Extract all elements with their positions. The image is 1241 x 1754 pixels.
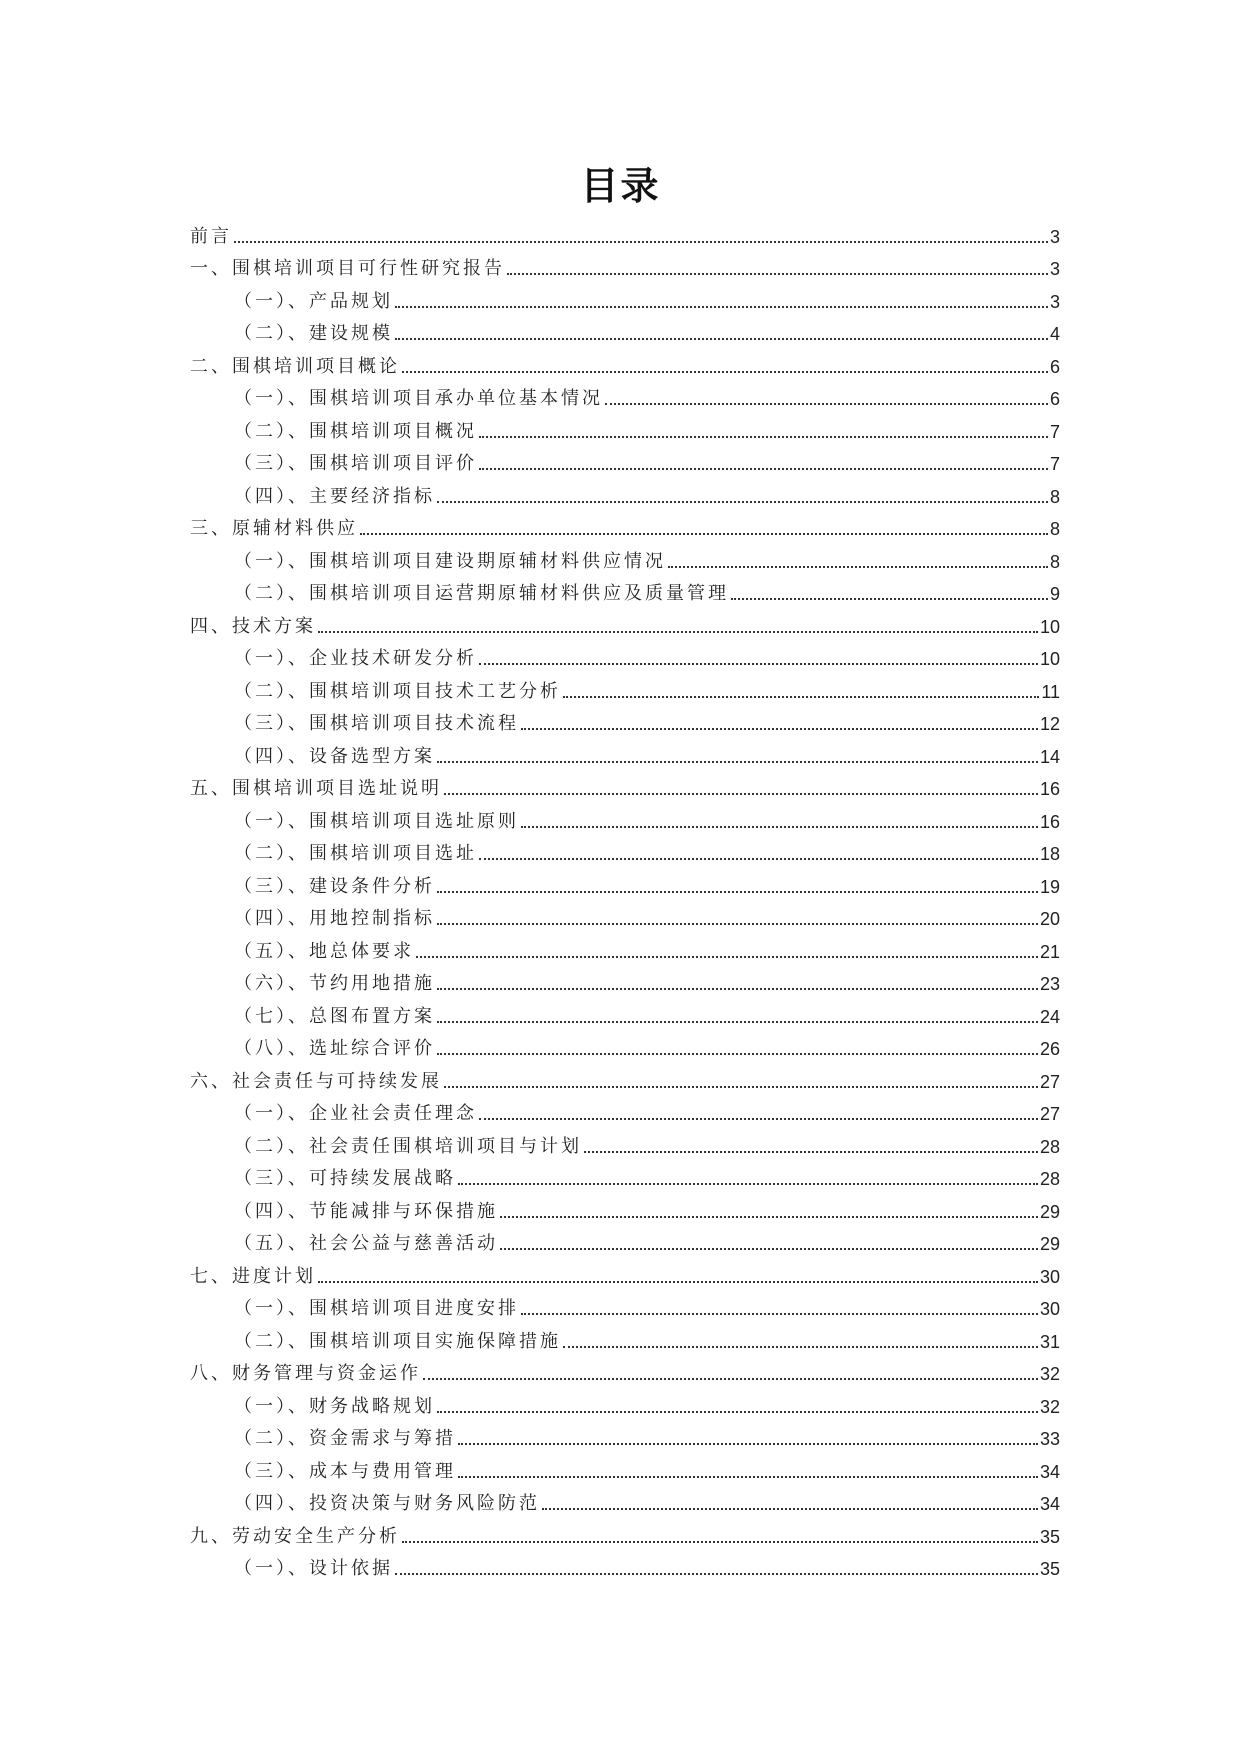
toc-chapter-entry[interactable] (190, 249, 1060, 282)
toc-dot-leader (318, 631, 1038, 633)
toc-dot-leader (542, 1508, 1038, 1510)
toc-section-entry[interactable] (190, 1126, 1060, 1159)
toc-entry-text: （一）、围棋培训项目承办单位基本情况 (234, 388, 603, 409)
toc-dot-leader (416, 956, 1038, 958)
toc-entry-text: （四）、节能减排与环保措施 (234, 1200, 498, 1222)
toc-dot-leader (458, 1476, 1038, 1478)
toc-page-number: 21 (1039, 941, 1060, 962)
toc-chapter-entry[interactable] (190, 606, 1060, 639)
toc-dot-leader (444, 1086, 1038, 1088)
toc-dot-leader (437, 1053, 1038, 1055)
toc-page-number: 18 (1039, 844, 1060, 864)
toc-page-number: 14 (1039, 746, 1060, 767)
toc-section-entry[interactable] (190, 736, 1060, 769)
toc-page-number: 19 (1039, 876, 1060, 897)
toc-entry-text: （二）、围棋培训项目实施保障措施 (234, 1330, 561, 1352)
toc-section-entry[interactable] (190, 1159, 1060, 1192)
toc-dot-leader (479, 663, 1038, 665)
toc-page-number: 27 (1039, 1071, 1060, 1092)
toc-dot-leader (395, 306, 1048, 308)
toc-entry-text: （四）、投资决策与财务风险防范 (234, 1493, 540, 1514)
toc-page-number: 4 (1049, 324, 1060, 344)
toc-page-number: 10 (1039, 616, 1060, 637)
toc-section-entry[interactable] (190, 639, 1060, 672)
toc-dot-leader (402, 371, 1048, 373)
toc-dot-leader (360, 533, 1048, 535)
toc-dot-leader (563, 1346, 1038, 1348)
toc-entry-text: 前言 (190, 225, 232, 247)
toc-dot-leader (437, 1021, 1038, 1023)
toc-dot-leader (437, 761, 1038, 763)
toc-dot-leader (668, 566, 1048, 568)
toc-page-number: 28 (1039, 1169, 1060, 1189)
toc-section-entry[interactable] (190, 801, 1060, 834)
toc-entry-text: （三）、围棋培训项目技术流程 (234, 713, 519, 734)
toc-page-number: 32 (1039, 1396, 1060, 1417)
toc-dot-leader (584, 1151, 1038, 1153)
toc-entry-text: （五）、社会公益与慈善活动 (234, 1233, 498, 1254)
toc-entry-text: 四、技术方案 (190, 615, 316, 637)
toc-entry-text: （一）、设计依据 (234, 1558, 393, 1579)
toc-entry-text: （四）、设备选型方案 (234, 745, 435, 767)
toc-dot-leader (731, 598, 1048, 600)
toc-dot-leader (395, 338, 1048, 340)
toc-chapter-entry[interactable] (190, 1061, 1060, 1094)
toc-entry-text: （四）、主要经济指标 (234, 485, 435, 507)
toc-entry-text: （一）、围棋培训项目进度安排 (234, 1298, 519, 1319)
toc-entry-text: （二）、围棋培训项目概况 (234, 420, 477, 442)
toc-chapter-entry[interactable] (190, 346, 1060, 379)
toc-entry-text: （七）、总图布置方案 (234, 1005, 435, 1027)
table-of-contents (190, 216, 1060, 1581)
toc-entry-text: （二）、建设规模 (234, 323, 393, 344)
toc-section-entry[interactable] (190, 541, 1060, 574)
toc-dot-leader (521, 1313, 1038, 1315)
toc-section-entry[interactable] (190, 1029, 1060, 1062)
toc-page-number: 8 (1049, 551, 1060, 572)
toc-section-entry[interactable] (190, 1419, 1060, 1452)
toc-dot-leader (437, 923, 1038, 925)
toc-entry-text: 三、原辅材料供应 (190, 518, 358, 539)
toc-entry-text: （一）、企业技术研发分析 (234, 648, 477, 669)
toc-dot-leader (458, 1443, 1038, 1445)
toc-page-number: 27 (1039, 1104, 1060, 1124)
toc-entry-text: （二）、资金需求与筹措 (234, 1428, 456, 1449)
toc-section-entry[interactable] (190, 1451, 1060, 1484)
toc-dot-leader (402, 1541, 1038, 1543)
toc-entry-text: （八）、选址综合评价 (234, 1038, 435, 1059)
toc-entry-text: （三）、围棋培训项目评价 (234, 453, 477, 474)
toc-entry-text: 五、围棋培训项目选址说明 (190, 778, 442, 799)
toc-page-number: 3 (1049, 259, 1060, 279)
toc-section-entry[interactable] (190, 1484, 1060, 1517)
toc-section-entry[interactable] (190, 964, 1060, 997)
toc-entry-text: 二、围棋培训项目概论 (190, 355, 400, 377)
toc-page-number: 26 (1039, 1039, 1060, 1059)
toc-page-number: 3 (1049, 291, 1060, 312)
toc-chapter-entry[interactable] (190, 1354, 1060, 1387)
toc-page-number: 16 (1039, 811, 1060, 832)
toc-chapter-entry[interactable] (190, 216, 1060, 249)
toc-dot-leader (458, 1183, 1038, 1185)
toc-dot-leader (437, 891, 1038, 893)
toc-entry-text: （二）、围棋培训项目选址 (234, 843, 477, 864)
toc-page-number: 35 (1039, 1559, 1060, 1579)
toc-chapter-entry[interactable] (190, 1256, 1060, 1289)
toc-page-number: 34 (1039, 1494, 1060, 1514)
toc-dot-leader (479, 436, 1048, 438)
toc-section-entry[interactable] (190, 411, 1060, 444)
toc-page-number: 30 (1039, 1299, 1060, 1319)
toc-page-number: 35 (1039, 1526, 1060, 1547)
toc-section-entry[interactable] (190, 1321, 1060, 1354)
toc-dot-leader (395, 1573, 1038, 1575)
toc-entry-text: 六、社会责任与可持续发展 (190, 1070, 442, 1092)
toc-section-entry[interactable] (190, 899, 1060, 932)
toc-section-entry[interactable] (190, 444, 1060, 477)
toc-dot-leader (605, 403, 1048, 405)
toc-entry-text: 七、进度计划 (190, 1265, 316, 1287)
toc-section-entry[interactable] (190, 996, 1060, 1029)
toc-entry-text: （三）、建设条件分析 (234, 875, 435, 897)
toc-section-entry[interactable] (190, 379, 1060, 412)
toc-page-number: 34 (1039, 1461, 1060, 1482)
toc-dot-leader (437, 1411, 1038, 1413)
toc-chapter-entry[interactable] (190, 1516, 1060, 1549)
toc-section-entry[interactable] (190, 1191, 1060, 1224)
toc-section-entry[interactable] (190, 314, 1060, 347)
toc-page-number: 32 (1039, 1364, 1060, 1384)
toc-page-number: 30 (1039, 1266, 1060, 1287)
toc-dot-leader (423, 1378, 1038, 1380)
toc-page-number: 29 (1039, 1234, 1060, 1254)
toc-dot-leader (521, 728, 1038, 730)
toc-page-number: 6 (1049, 389, 1060, 409)
toc-dot-leader (479, 468, 1048, 470)
toc-page-number: 8 (1049, 486, 1060, 507)
toc-entry-text: （六）、节约用地措施 (234, 973, 435, 994)
toc-section-entry[interactable] (190, 704, 1060, 737)
toc-entry-text: （三）、成本与费用管理 (234, 1460, 456, 1482)
toc-section-entry[interactable] (190, 1549, 1060, 1582)
toc-section-entry[interactable] (190, 1289, 1060, 1322)
toc-page-number: 29 (1039, 1201, 1060, 1222)
toc-page-number: 6 (1049, 356, 1060, 377)
toc-dot-leader (479, 1118, 1038, 1120)
toc-dot-leader (234, 241, 1048, 243)
toc-section-entry[interactable] (190, 1224, 1060, 1257)
toc-section-entry[interactable] (190, 834, 1060, 867)
toc-page-number: 8 (1049, 519, 1060, 539)
toc-page-number: 3 (1049, 226, 1060, 247)
toc-section-entry[interactable] (190, 1094, 1060, 1127)
toc-entry-text: （二）、围棋培训项目技术工艺分析 (234, 680, 561, 702)
toc-chapter-entry[interactable] (190, 769, 1060, 802)
toc-entry-text: （三）、可持续发展战略 (234, 1168, 456, 1189)
toc-entry-text: （一）、财务战略规划 (234, 1395, 435, 1417)
page-title: 目录 (580, 164, 661, 208)
toc-page-number: 7 (1049, 454, 1060, 474)
toc-dot-leader (563, 696, 1039, 698)
toc-entry-text: （一）、产品规划 (234, 290, 393, 312)
toc-page-number: 9 (1049, 584, 1060, 604)
toc-entry-text: （一）、围棋培训项目选址原则 (234, 810, 519, 832)
toc-page-number: 10 (1039, 649, 1060, 669)
toc-chapter-entry[interactable] (190, 509, 1060, 542)
toc-page-number: 28 (1039, 1136, 1060, 1157)
toc-section-entry[interactable] (190, 1386, 1060, 1419)
toc-dot-leader (479, 858, 1038, 860)
toc-page-number: 11 (1041, 681, 1060, 702)
toc-dot-leader (437, 501, 1048, 503)
toc-page-number: 33 (1039, 1429, 1060, 1449)
toc-dot-leader (500, 1216, 1038, 1218)
toc-section-entry[interactable] (190, 671, 1060, 704)
toc-dot-leader (318, 1281, 1038, 1283)
toc-section-entry[interactable] (190, 574, 1060, 607)
toc-section-entry[interactable] (190, 931, 1060, 964)
toc-section-entry[interactable] (190, 476, 1060, 509)
toc-page-number: 24 (1039, 1006, 1060, 1027)
toc-section-entry[interactable] (190, 866, 1060, 899)
toc-page-number: 23 (1039, 974, 1060, 994)
toc-entry-text: （四）、用地控制指标 (234, 908, 435, 929)
toc-page-number: 12 (1039, 714, 1060, 734)
toc-entry-text: （二）、围棋培训项目运营期原辅材料供应及质量管理 (234, 583, 729, 604)
toc-page-number: 31 (1039, 1331, 1060, 1352)
toc-entry-text: （五）、地总体要求 (234, 940, 414, 962)
toc-section-entry[interactable] (190, 281, 1060, 314)
toc-dot-leader (500, 1248, 1038, 1250)
toc-page-number: 20 (1039, 909, 1060, 929)
toc-page-number: 7 (1049, 421, 1060, 442)
toc-entry-text: 一、围棋培训项目可行性研究报告 (190, 258, 505, 279)
toc-dot-leader (444, 793, 1038, 795)
toc-entry-text: 九、劳动安全生产分析 (190, 1525, 400, 1547)
toc-dot-leader (507, 273, 1048, 275)
toc-dot-leader (521, 826, 1038, 828)
toc-entry-text: （一）、企业社会责任理念 (234, 1103, 477, 1124)
toc-page-number: 16 (1039, 779, 1060, 799)
toc-entry-text: （二）、社会责任围棋培训项目与计划 (234, 1135, 582, 1157)
toc-dot-leader (437, 988, 1038, 990)
toc-entry-text: （一）、围棋培训项目建设期原辅材料供应情况 (234, 550, 666, 572)
toc-entry-text: 八、财务管理与资金运作 (190, 1363, 421, 1384)
